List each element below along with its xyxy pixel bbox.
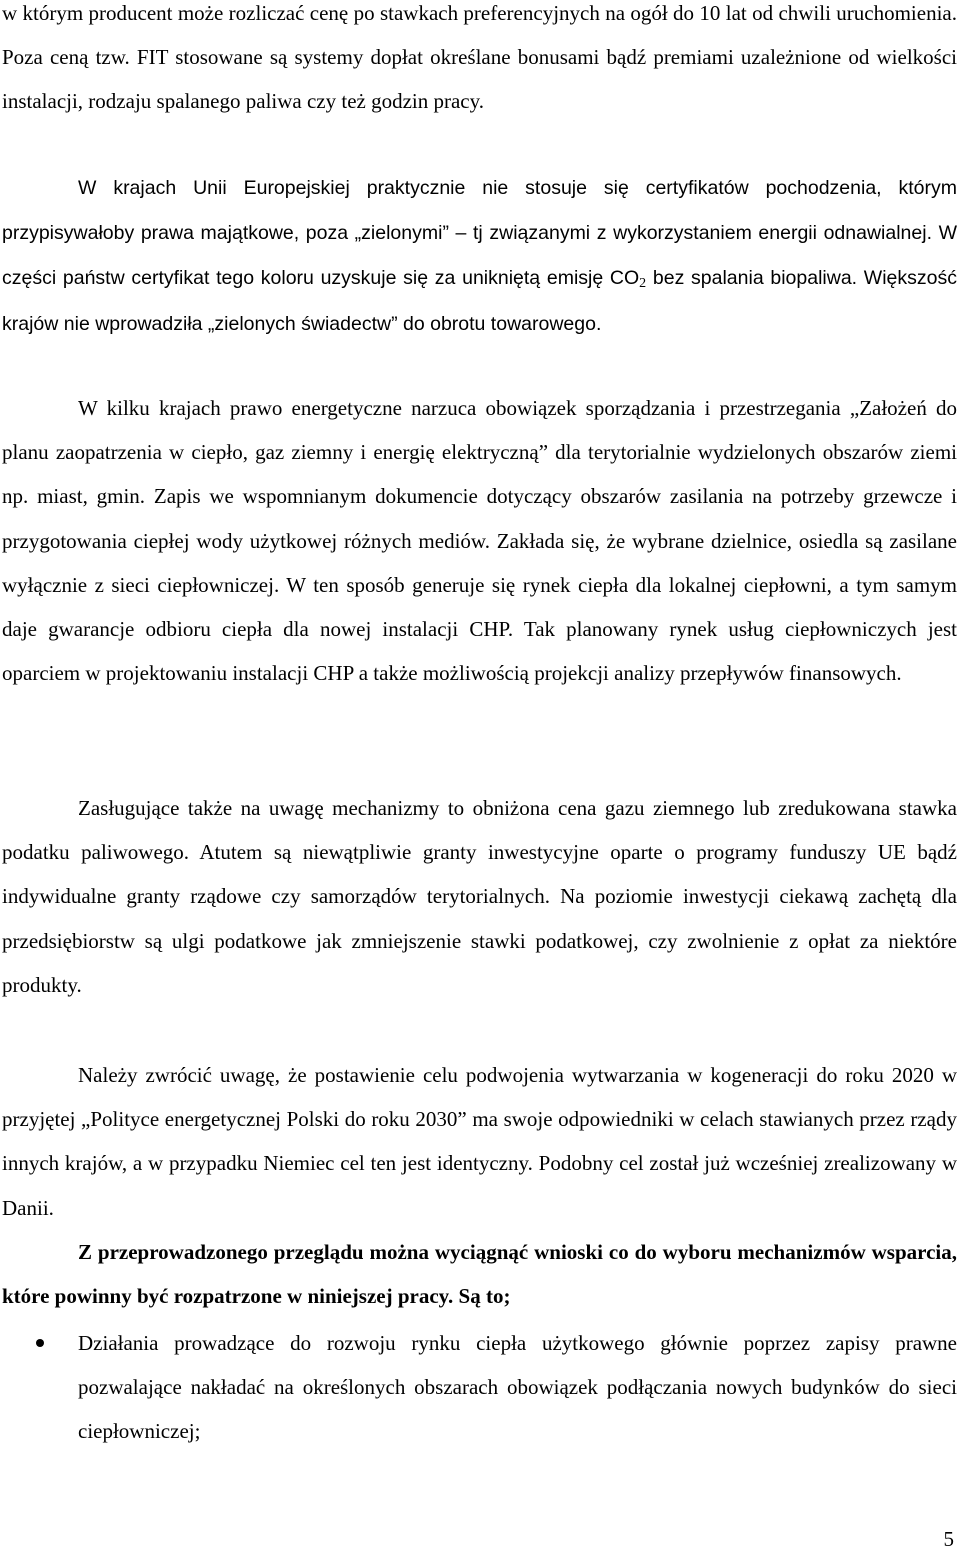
paragraph-energy-policy: Należy zwrócić uwagę, że postawienie celu podwojenia wytwarzania w kogeneracji do roku 2020 w przyjętej „Polityce energetycznej Polski do roku 2030” ma swoje odpowiedniki w celach stawianych przez rządy innych krajów, a w przypadku Niemiec cel ten jest identyczny. Podobny cel został już wcześniej zrealizowany w Danii. — [2, 1063, 957, 1220]
paragraph-support-mechanisms: Zasługujące także na uwagę mechanizmy to obniżona cena gazu ziemnego lub zredukowana stawka podatku paliwowego. Atutem są niewątpliwie granty inwestycyjne oparte o programy funduszy UE bądź indywidualne granty rządowe czy samorządów terytorialnych. Na poziomie inwestycji ciekawą zachętą dla przedsiębiorstw są ulgi podatkowe jak zmniejszenie stawki podatkowej, czy zwolnienie z opłat za niektóre produkty. — [2, 796, 957, 997]
bullet-icon — [36, 1339, 44, 1347]
paragraph-green-certificates-text-2: bez spalania biopaliwa. Większość krajów nie wprowadziła „zielonych świadectw” do obrotu towarowego. — [2, 267, 957, 335]
co2-subscript: 2 — [639, 276, 647, 292]
bullet-list — [0, 1321, 957, 1454]
page-number: 5 — [943, 1527, 954, 1551]
paragraph-green-certificates-text-1: W krajach Unii Europejskiej praktycznie nie stosuje się certyfikatów pochodzenia, którym przypisywałoby prawa majątkowe, poza „zielonymi” – tj związanymi z wykorzystaniem energii odnawialnej. W części państw certyfikat tego koloru uzyskuje się za unikniętą emisję CO — [2, 177, 957, 290]
paragraph-green-certificates — [2, 165, 957, 346]
paragraph-conclusion-heading: Z przeprowadzonego przeglądu można wyciągnąć wnioski co do wyboru mechanizmów wsparcia, które powinny być rozpatrzone w niniejszej pracy. Są to; — [2, 1240, 957, 1309]
paragraph-intro: w którym producent może rozliczać cenę po stawkach preferencyjnych na ogół do 10 lat od chwili uruchomienia. Poza ceną tzw. FIT stosowane są systemy dopłat określane bonusami bądź premiami uzależnione od wielkości instalacji, rodzaju spalanego paliwa czy też godzin pracy. — [2, 1, 957, 114]
paragraph-heat-supply-plans: W kilku krajach prawo energetyczne narzuca obowiązek sporządzania i przestrzegania „Założeń do planu zaopatrzenia w ciepło, gaz ziemny i energię elektryczną” dla terytorialnie wydzielonych obszarów ziemi np. miast, gmin. Zapis we wspomnianym dokumencie dotyczący obszarów zasilania na potrzeby grzewcze i przygotowania ciepłej wody użytkowej różnych mediów. Zakłada się, że wybrane dzielnice, osiedla są zasilane wyłącznie z sieci ciepłowniczej. W ten sposób generuje się rynek ciepła dla lokalnej ciepłowni, a tym samym daje gwarancje odbioru ciepła dla nowej instalacji CHP. Tak planowany rynek usług ciepłowniczych jest oparciem w projektowaniu instalacji CHP a także możliwością projekcji analizy przepływów finansowych. — [2, 396, 957, 686]
list-item — [0, 1321, 957, 1454]
list-item-text: Działania prowadzące do rozwoju rynku ciepła użytkowego głównie poprzez zapisy prawne pozwalające nakładać na określonych obszarach obowiązek podłączania nowych budynków do sieci ciepłowniczej; — [78, 1331, 957, 1444]
